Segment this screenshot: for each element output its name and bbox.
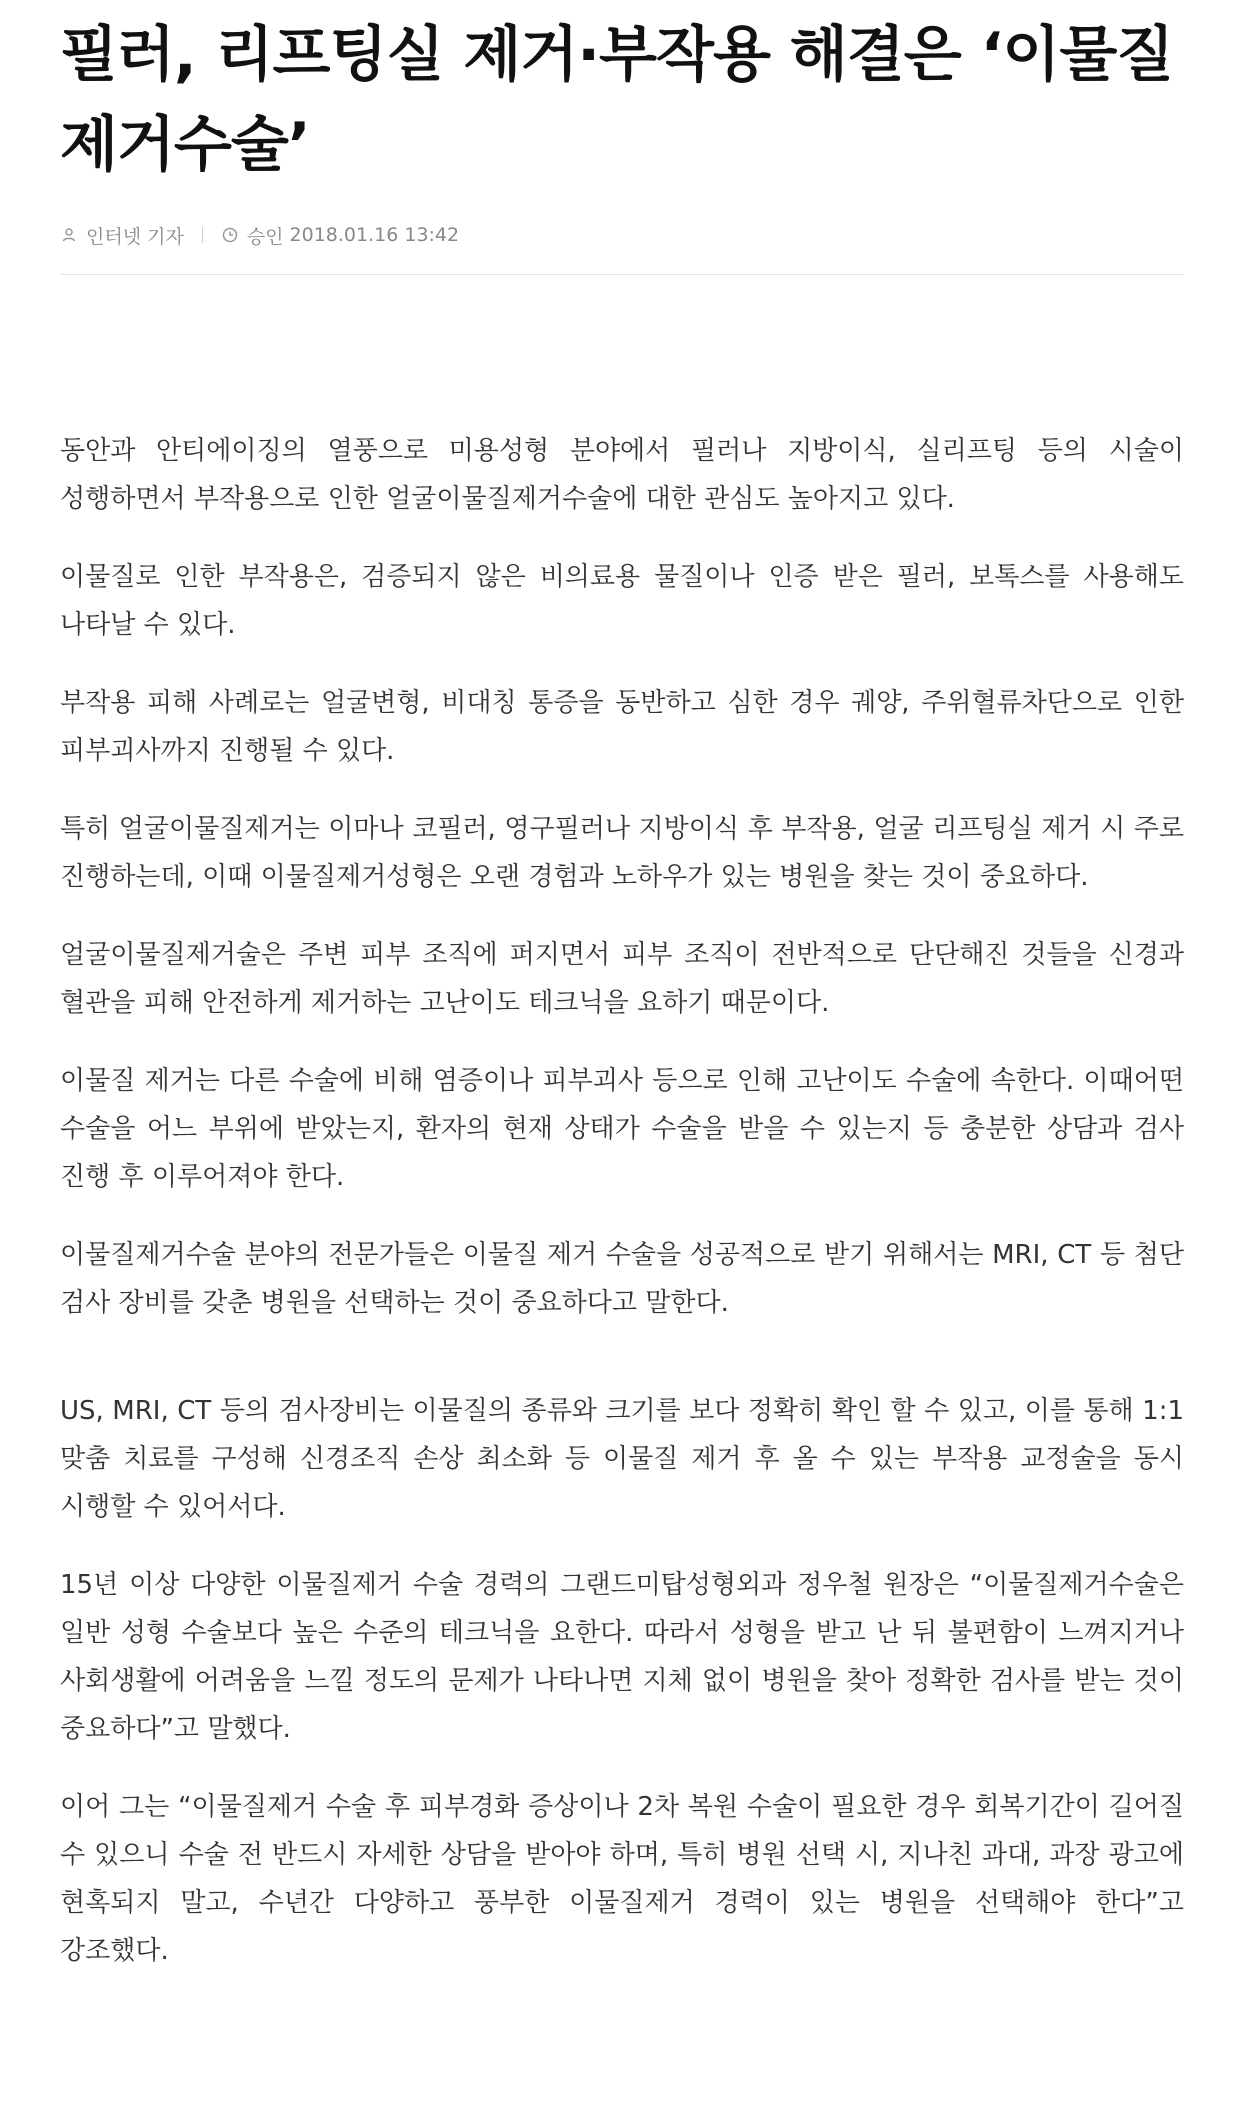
article-paragraph: 이물질 제거는 다른 수술에 비해 염증이나 피부괴사 등으로 인해 고난이도 수술에 속한다. 이때어떤 수술을 어느 부위에 받았는지, 환자의 현재 상태가 수술을 받을 수 있는지 등 충분한 상담과 검사 진행 후 이루어져야 한다. <box>60 1066 1184 1192</box>
clock-icon <box>221 226 239 244</box>
article-meta <box>60 220 1184 250</box>
article-paragraph: US, MRI, CT 등의 검사장비는 이물질의 종류와 크기를 보다 정확히 확인 할 수 있고, 이를 통해 1:1 맞춤 치료를 구성해 신경조직 손상 최소화 등 이물질 제거 후 올 수 있는 부작용 교정술을 동시 시행할 수 있어서다. <box>60 1396 1184 1522</box>
meta-divider <box>202 227 203 243</box>
publish-datetime: 2018.01.16 13:42 <box>289 224 460 246</box>
article-paragraph: 얼굴이물질제거술은 주변 피부 조직에 퍼지면서 피부 조직이 전반적으로 단단해진 것들을 신경과 혈관을 피해 안전하게 제거하는 고난이도 테크닉을 요하기 때문이다. <box>60 940 1184 1018</box>
article-headline: 필러, 리프팅실 제거·부작용 해결은 ‘이물질제거수술’ <box>60 20 1174 180</box>
user-icon <box>60 226 78 244</box>
article-paragraph: 부작용 피해 사례로는 얼굴변형, 비대칭 통증을 동반하고 심한 경우 궤양, 주위혈류차단으로 인한 피부괴사까지 진행될 수 있다. <box>60 688 1184 766</box>
article-paragraph: 동안과 안티에이징의 열풍으로 미용성형 분야에서 필러나 지방이식, 실리프팅 등의 시술이 성행하면서 부작용으로 인한 얼굴이물질제거수술에 대한 관심도 높아지고 있다. <box>60 436 1184 514</box>
article-paragraph: 15년 이상 다양한 이물질제거 수술 경력의 그랜드미탑성형외과 정우철 원장은 “이물질제거수술은 일반 성형 수술보다 높은 수준의 테크닉을 요한다. 따라서 성형을 받고 난 뒤 불편함이 느껴지거나 사회생활에 어려움을 느낄 정도의 문제가 나타나면 지체 없이 병원을 찾아 정확한 검사를 받는 것이 중요하다”고 말했다. <box>60 1570 1184 1744</box>
article-body <box>60 427 1184 2005</box>
article-paragraph: 특히 얼굴이물질제거는 이마나 코필러, 영구필러나 지방이식 후 부작용, 얼굴 리프팅실 제거 시 주로 진행하는데, 이때 이물질제거성형은 오랜 경험과 노하우가 있는 병원을 찾는 것이 중요하다. <box>60 814 1184 892</box>
article-paragraph: 이어 그는 “이물질제거 수술 후 피부경화 증상이나 2차 복원 수술이 필요한 경우 회복기간이 길어질 수 있으니 수술 전 반드시 자세한 상담을 받아야 하며, 특히 병원 선택 시, 지나친 과대, 과장 광고에 현혹되지 말고, 수년간 다양하고 풍부한 이물질제거 경력이 있는 병원을 선택해야 한다”고 강조했다. <box>60 1792 1184 1966</box>
header-divider <box>60 274 1184 275</box>
approved-label: 승인 <box>246 225 284 248</box>
article-paragraph: 이물질제거수술 분야의 전문가들은 이물질 제거 수술을 성공적으로 받기 위해서는 MRI, CT 등 첨단 검사 장비를 갖춘 병원을 선택하는 것이 중요하다고 말한다. <box>60 1240 1184 1318</box>
article-header <box>60 0 1184 275</box>
article-paragraph: 이물질로 인한 부작용은, 검증되지 않은 비의료용 물질이나 인증 받은 필러, 보톡스를 사용해도 나타날 수 있다. <box>60 562 1184 640</box>
author-name: 인터넷 기자 <box>86 225 184 248</box>
